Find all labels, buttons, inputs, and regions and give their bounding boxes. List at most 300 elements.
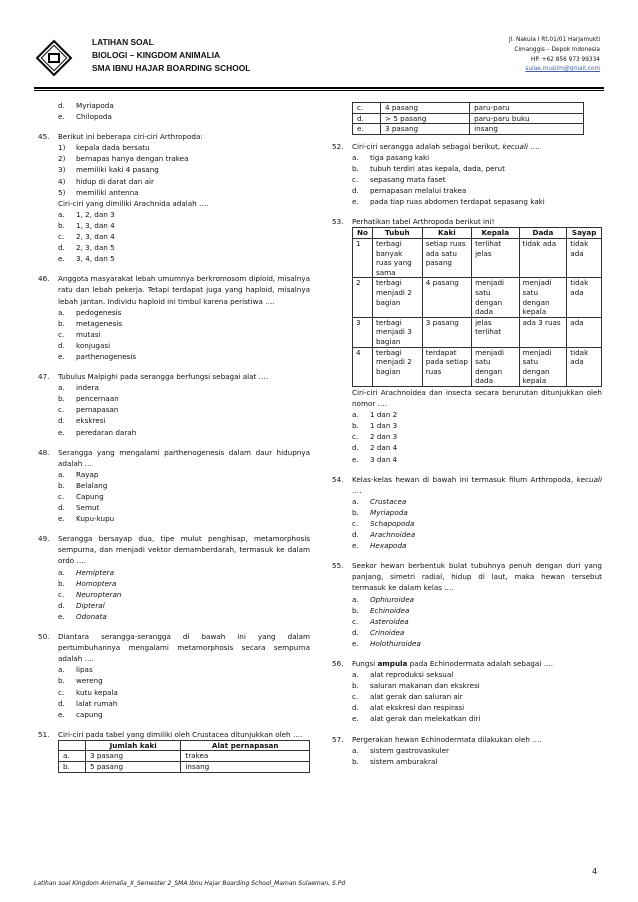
statement-text: hidup di darat dan air <box>76 176 154 186</box>
table-header-cell <box>59 740 86 751</box>
option-letter: c. <box>352 432 359 442</box>
answer-option[interactable] <box>332 442 602 453</box>
option-text: Asteroidea <box>370 616 409 626</box>
statement-item <box>38 153 310 164</box>
option-letter: e. <box>58 514 65 524</box>
statement-number: 4) <box>58 176 66 186</box>
answer-option[interactable] <box>38 687 310 698</box>
option-letter: c. <box>58 405 65 415</box>
option-text: pada tiap ruas abdomen terdapat sepasang kaki <box>370 197 545 207</box>
question-44-continued <box>38 100 310 122</box>
option-text: Rayap <box>76 469 99 479</box>
table-header-cell: Tubuh <box>372 228 422 239</box>
crustacea-table <box>58 740 310 773</box>
question-number: 50. <box>38 632 50 642</box>
option-text: Neuropteran <box>76 589 122 599</box>
option-letter: c. <box>352 616 359 626</box>
option-letter: c. <box>352 518 359 528</box>
option-text: indera <box>76 383 99 393</box>
answer-option[interactable] <box>332 745 602 756</box>
option-letter: a. <box>58 383 65 393</box>
question-text: Anggota masyarakat lebah umumnya berkromosom diploid, misalnya ratu dan lebah pekerja. Tetapi terdapat juga yang haploid, misalnya lebah jantan. Individu haploid ini timbul karena peristiwa …. <box>58 274 310 306</box>
answer-option[interactable] <box>38 469 310 480</box>
option-letter: d. <box>352 443 359 453</box>
option-letter: e. <box>58 112 65 122</box>
option-text: parthenogenesis <box>76 351 137 361</box>
statement-number: 3) <box>58 165 66 175</box>
table-header-cell: Kepala <box>472 228 519 239</box>
option-text: 1 dan 3 <box>370 421 398 431</box>
option-letter: a. <box>58 567 65 577</box>
option-text: Myriapoda <box>76 101 114 110</box>
option-text: Kupu-kupu <box>76 514 115 524</box>
table-cell: 2 <box>353 278 373 317</box>
option-text: metagenesis <box>76 318 123 328</box>
answer-option[interactable] <box>38 600 310 611</box>
option-text: pernapasan melalui trakea <box>370 186 467 196</box>
answer-option[interactable] <box>332 594 602 605</box>
option-letter: a. <box>352 670 359 680</box>
table-cell: setiap ruas ada satu pasang <box>422 239 471 278</box>
option-text: sepasang mata faset <box>370 175 446 185</box>
option-letter: c. <box>58 492 65 501</box>
answer-option[interactable] <box>38 675 310 686</box>
option-text: 3 dan 4 <box>370 454 398 464</box>
option-text: Ophiuroidea <box>370 594 415 604</box>
option-text: alat gerak dan melekatkan diri <box>370 714 481 724</box>
option-text: Chilopoda <box>76 112 112 122</box>
right-column <box>332 102 602 776</box>
option-letter: a. <box>58 665 65 675</box>
option-letter: d. <box>58 101 65 110</box>
option-letter: e. <box>352 638 359 648</box>
option-text: Semut <box>76 503 100 513</box>
answer-option[interactable] <box>332 185 602 196</box>
question-text-part: Fungsi <box>352 659 378 668</box>
answer-option[interactable] <box>38 382 310 393</box>
email-link[interactable]: sulae.muslim@gmail.com <box>525 66 600 73</box>
option-letter: d. <box>352 627 359 637</box>
question-stem <box>332 474 602 496</box>
option-text: konjugasi <box>76 340 111 350</box>
answer-option[interactable] <box>332 163 602 174</box>
header-divider <box>34 87 604 89</box>
option-letter: c. <box>58 232 65 242</box>
table-cell: paru-paru buku <box>470 113 584 124</box>
table-cell: c. <box>353 103 381 114</box>
option-text: ekskresi <box>76 416 106 426</box>
answer-option[interactable] <box>38 567 310 578</box>
question-49 <box>38 533 310 622</box>
answer-option[interactable] <box>332 756 602 767</box>
table-cell: d. <box>353 113 381 124</box>
question-subprompt: Ciri-ciri Arachnoidea dan insecta secara berurutan ditunjukkan oleh nomor …. <box>352 387 602 409</box>
option-letter: d. <box>352 186 359 196</box>
table-cell: jelas terlihat <box>472 317 519 347</box>
table-row <box>59 762 310 773</box>
option-text: Arachnoidea <box>370 530 416 540</box>
table-row <box>353 124 584 135</box>
question-text: Seekor hewan berbentuk bulat tubuhnya penuh dengan duri yang panjang, simetri radial, hidup di laut, maka hewan tersebut termasuk ke dalam kelas …. <box>352 561 602 593</box>
answer-option[interactable] <box>38 513 310 524</box>
option-letter: b. <box>352 507 359 517</box>
table-cell: terbagi menjadi 2 bagian <box>372 278 422 317</box>
option-letter: a. <box>352 152 359 162</box>
answer-option[interactable] <box>332 616 602 627</box>
answer-option[interactable] <box>38 351 310 362</box>
option-text: pencernaan <box>76 394 119 404</box>
table-cell: insang <box>470 124 584 135</box>
question-emphasis: kecuali <box>502 141 528 151</box>
option-text: Homoptera <box>76 578 117 588</box>
option-letter: e. <box>352 541 359 551</box>
answer-option[interactable] <box>332 174 602 185</box>
question-text <box>352 658 602 669</box>
answer-option[interactable] <box>38 111 310 122</box>
question-number: 47. <box>38 372 50 382</box>
question-stem <box>38 447 310 469</box>
option-text: Myriapoda <box>370 507 408 517</box>
table-cell: b. <box>59 762 86 773</box>
table-cell: menjadi satu dengan kepala <box>519 278 567 317</box>
option-text: 1, 3, dan 4 <box>76 220 115 230</box>
question-50 <box>38 631 310 720</box>
option-letter: e. <box>352 714 359 724</box>
option-text: 2 dan 3 <box>370 432 398 442</box>
question-55 <box>332 560 602 649</box>
question-text <box>352 474 602 496</box>
question-text <box>352 141 602 152</box>
answer-option[interactable] <box>38 611 310 622</box>
option-letter: d. <box>352 530 359 540</box>
statement-item <box>38 164 310 175</box>
option-text: 1, 2, dan 3 <box>76 209 115 219</box>
option-letter: c. <box>352 692 359 702</box>
statement-item <box>38 187 310 198</box>
answer-option[interactable] <box>332 638 602 649</box>
answer-option[interactable] <box>38 491 310 502</box>
option-letter: d. <box>352 703 359 713</box>
title-line-1: LATIHAN SOAL <box>92 37 154 47</box>
question-text: Pergerakan hewan Echinodermata dilakukan oleh …. <box>352 734 542 744</box>
table-cell: 4 <box>353 347 373 386</box>
question-stem <box>38 371 310 382</box>
answer-option[interactable] <box>38 318 310 329</box>
option-letter: c. <box>352 175 359 185</box>
option-text: Crinoidea <box>370 627 405 637</box>
answer-option[interactable] <box>332 420 602 431</box>
option-text: tubuh terdiri atas kepala, dada, perut <box>370 163 505 173</box>
option-letter: b. <box>352 163 359 173</box>
question-stem <box>332 658 602 669</box>
header-divider-thin <box>34 90 604 91</box>
table-header-cell: No <box>353 228 373 239</box>
table-header-cell: Alat pernapasan <box>181 740 310 751</box>
statement-number: 2) <box>58 154 66 164</box>
option-letter: e. <box>58 611 65 621</box>
option-letter: d. <box>58 243 65 253</box>
option-letter: d. <box>58 698 65 708</box>
answer-option[interactable] <box>38 427 310 438</box>
option-text: pedogenesis <box>76 307 122 317</box>
answer-option[interactable] <box>38 709 310 720</box>
answer-option[interactable] <box>332 713 602 724</box>
table-header-cell: Sayap <box>567 228 602 239</box>
answer-option[interactable] <box>332 529 602 540</box>
table-cell: terdapat pada setiap ruas <box>422 347 471 386</box>
question-46 <box>38 273 310 362</box>
title-line-3: SMA IBNU HAJAR BOARDING SCHOOL <box>92 63 251 73</box>
question-56 <box>332 658 602 725</box>
question-53 <box>332 216 602 464</box>
answer-option[interactable] <box>38 242 310 253</box>
option-text: kutu kepala <box>76 687 118 697</box>
address-line-1: Jl. Nakula I Rt.01/01 Harjamukti <box>508 37 600 43</box>
table-header-cell: Kaki <box>422 228 471 239</box>
answer-option[interactable] <box>38 231 310 242</box>
answer-option[interactable] <box>332 196 602 207</box>
option-letter: c. <box>58 589 65 599</box>
answer-option[interactable] <box>38 329 310 340</box>
option-text: sistem gastrovaskuler <box>370 745 450 755</box>
option-letter: a. <box>352 496 359 506</box>
question-54 <box>332 474 602 552</box>
table-cell: e. <box>353 124 381 135</box>
option-text: alat ekskresi dan respirasi <box>370 703 465 713</box>
table-cell: tidak ada <box>519 239 567 278</box>
table-row <box>353 103 584 114</box>
statement-text: kepala dada bersatu <box>76 143 150 153</box>
option-letter: e. <box>352 454 359 464</box>
option-text: lalat rumah <box>76 698 118 708</box>
answer-option[interactable] <box>38 404 310 415</box>
answer-option[interactable] <box>332 454 602 465</box>
question-number: 45. <box>38 132 50 142</box>
option-letter: b. <box>58 394 65 404</box>
option-letter: b. <box>352 681 359 691</box>
option-letter: e. <box>58 254 65 264</box>
crustacea-table-continued <box>352 102 584 135</box>
question-emphasis: kecuali <box>576 474 602 484</box>
table-cell: ada 3 ruas <box>519 317 567 347</box>
answer-option[interactable] <box>38 253 310 264</box>
statement-text: bernapas hanya dengan trakea <box>76 154 189 164</box>
table-row <box>353 239 602 278</box>
left-column <box>38 100 310 773</box>
answer-option[interactable] <box>332 431 602 442</box>
table-cell: menjadi satu dengan dada <box>472 278 519 317</box>
answer-option[interactable] <box>38 502 310 513</box>
option-text: Dipteral <box>76 600 105 610</box>
option-text: Hemiptera <box>76 567 114 577</box>
answer-option[interactable] <box>38 220 310 231</box>
option-text: Holothuroidea <box>370 638 421 648</box>
question-text: Ciri-ciri pada tabel yang dimiliki oleh Crustacea ditunjukkan oleh …. <box>58 729 303 739</box>
option-text: mutasi <box>76 329 101 339</box>
table-header-cell: Jumlah kaki <box>85 740 180 751</box>
question-45 <box>38 131 310 264</box>
question-stem <box>38 131 310 142</box>
statement-number: 1) <box>58 143 66 153</box>
option-text: capung <box>76 709 103 719</box>
question-number: 53. <box>332 217 344 227</box>
option-letter: e. <box>58 427 65 437</box>
option-letter: b. <box>58 480 65 490</box>
arthropoda-table <box>352 227 602 387</box>
question-number: 52. <box>332 141 344 151</box>
table-cell: a. <box>59 751 86 762</box>
option-text: 3, 4, dan 5 <box>76 254 115 264</box>
option-letter: a. <box>58 469 65 479</box>
question-text-part: Ciri-ciri serangga adalah sebagai berikut, <box>352 141 503 151</box>
question-stem <box>38 729 310 740</box>
option-text: alat reproduksi seksual <box>370 670 454 680</box>
option-letter: b. <box>352 756 359 766</box>
option-letter: e. <box>58 351 65 361</box>
question-stem <box>332 216 602 227</box>
address-line-2: Cimanggis – Depok Indonesia <box>514 46 600 53</box>
question-text-part: …. <box>352 485 362 495</box>
answer-option[interactable] <box>38 209 310 220</box>
option-text: Schapopoda <box>370 518 415 528</box>
question-stem <box>332 141 602 152</box>
statement-item <box>38 176 310 187</box>
answer-option[interactable] <box>332 540 602 551</box>
answer-option[interactable] <box>38 664 310 675</box>
table-cell: tidak ada <box>567 347 602 386</box>
answer-option[interactable] <box>38 698 310 709</box>
school-logo-icon <box>34 38 74 78</box>
question-stem <box>38 533 310 566</box>
answer-option[interactable] <box>332 496 602 507</box>
question-57 <box>332 734 602 767</box>
option-letter: b. <box>58 676 65 686</box>
table-cell: terbagi menjadi 2 bagian <box>372 347 422 386</box>
option-text: 2 dan 4 <box>370 443 398 453</box>
option-text: Capung <box>76 492 104 501</box>
table-cell: insang <box>181 762 310 773</box>
option-text: tiga pasang kaki <box>370 152 430 162</box>
table-header-cell: Dada <box>519 228 567 239</box>
answer-option[interactable] <box>38 415 310 426</box>
answer-option[interactable] <box>332 702 602 713</box>
table-cell: paru-paru <box>470 103 584 114</box>
option-letter: b. <box>352 421 359 431</box>
school-title <box>92 36 250 75</box>
answer-option[interactable] <box>332 691 602 702</box>
question-number: 55. <box>332 561 344 571</box>
option-text: wereng <box>76 676 103 686</box>
option-text: Hexapoda <box>370 541 407 551</box>
option-text: 2, 3, dan 4 <box>76 232 115 242</box>
question-text-part: pada Echinodermata adalah sebagai …. <box>407 659 554 668</box>
table-cell: tidak ada <box>567 239 602 278</box>
answer-option[interactable] <box>38 393 310 404</box>
answer-option[interactable] <box>38 578 310 589</box>
table-cell: tidak ada <box>567 278 602 317</box>
table-cell: terbagi banyak ruas yang sama <box>372 239 422 278</box>
answer-option[interactable] <box>332 627 602 638</box>
answer-option[interactable] <box>332 605 602 616</box>
answer-option[interactable] <box>332 680 602 691</box>
table-cell: menjadi satu dengan dada <box>472 347 519 386</box>
option-letter: d. <box>58 340 65 350</box>
statement-number: 5) <box>58 187 66 197</box>
question-51 <box>38 729 310 773</box>
statement-text: memiliki antenna <box>76 187 139 197</box>
table-cell: menjadi satu dengan kepala <box>519 347 567 386</box>
option-letter: b. <box>352 605 359 615</box>
table-cell: 3 pasang <box>85 751 180 762</box>
answer-option[interactable] <box>38 307 310 318</box>
option-letter: a. <box>352 745 359 755</box>
table-row <box>353 317 602 347</box>
question-number: 51. <box>38 729 50 739</box>
question-text: Tubulus Malpighi pada serangga berfungsi sebagai alat …. <box>58 372 269 382</box>
table-cell: 5 pasang <box>85 762 180 773</box>
option-letter: e. <box>352 197 359 207</box>
answer-option[interactable] <box>38 100 310 111</box>
option-text: pernapasan <box>76 405 119 415</box>
table-row <box>59 751 310 762</box>
answer-option[interactable] <box>332 518 602 529</box>
question-number: 49. <box>38 534 50 544</box>
table-cell: 3 pasang <box>422 317 471 347</box>
question-text-part: Kelas-kelas hewan di bawah ini termasuk filum Arthropoda, <box>352 474 577 484</box>
table-cell: terlihat jelas <box>472 239 519 278</box>
option-text: Belalang <box>76 480 108 490</box>
option-text: Echinoidea <box>370 605 410 615</box>
option-letter: e. <box>58 709 65 719</box>
answer-option[interactable] <box>38 589 310 600</box>
address-line-3: HP. +62 856 973 99334 <box>531 56 600 63</box>
question-stem <box>38 273 310 306</box>
question-stem <box>332 560 602 593</box>
table-row <box>353 347 602 386</box>
option-letter: b. <box>58 578 65 588</box>
option-text: 2, 3, dan 5 <box>76 243 115 253</box>
table-cell: 3 <box>353 317 373 347</box>
option-text: peredaran darah <box>76 427 137 437</box>
table-cell: 4 pasang <box>422 278 471 317</box>
option-letter: a. <box>58 209 65 219</box>
option-letter: d. <box>58 416 65 426</box>
answer-option[interactable] <box>38 340 310 351</box>
option-letter: a. <box>58 307 65 317</box>
question-text: Diantara serangga-serangga di bawah ini yang dalam pertumbuhannya mengalami metamorphosis secara sempurna adalah …. <box>58 632 310 664</box>
question-47 <box>38 371 310 438</box>
option-letter: a. <box>352 410 359 420</box>
answer-option[interactable] <box>332 409 602 420</box>
table-cell: > 5 pasang <box>381 113 470 124</box>
answer-option[interactable] <box>332 669 602 680</box>
answer-option[interactable] <box>38 480 310 491</box>
title-line-2: BIOLOGI – KINGDOM ANIMALIA <box>92 50 221 60</box>
table-cell: 4 pasang <box>381 103 470 114</box>
option-text: alat gerak dan saluran air <box>370 692 463 702</box>
question-48 <box>38 447 310 525</box>
option-letter: c. <box>58 687 65 697</box>
question-number: 56. <box>332 659 344 668</box>
answer-option[interactable] <box>332 507 602 518</box>
option-letter: b. <box>58 220 65 230</box>
option-letter: c. <box>58 329 65 339</box>
option-text: Odonata <box>76 611 107 621</box>
option-text: Crustacea <box>370 496 407 506</box>
option-letter: d. <box>58 600 65 610</box>
answer-option[interactable] <box>332 152 602 163</box>
statement-item <box>38 142 310 153</box>
